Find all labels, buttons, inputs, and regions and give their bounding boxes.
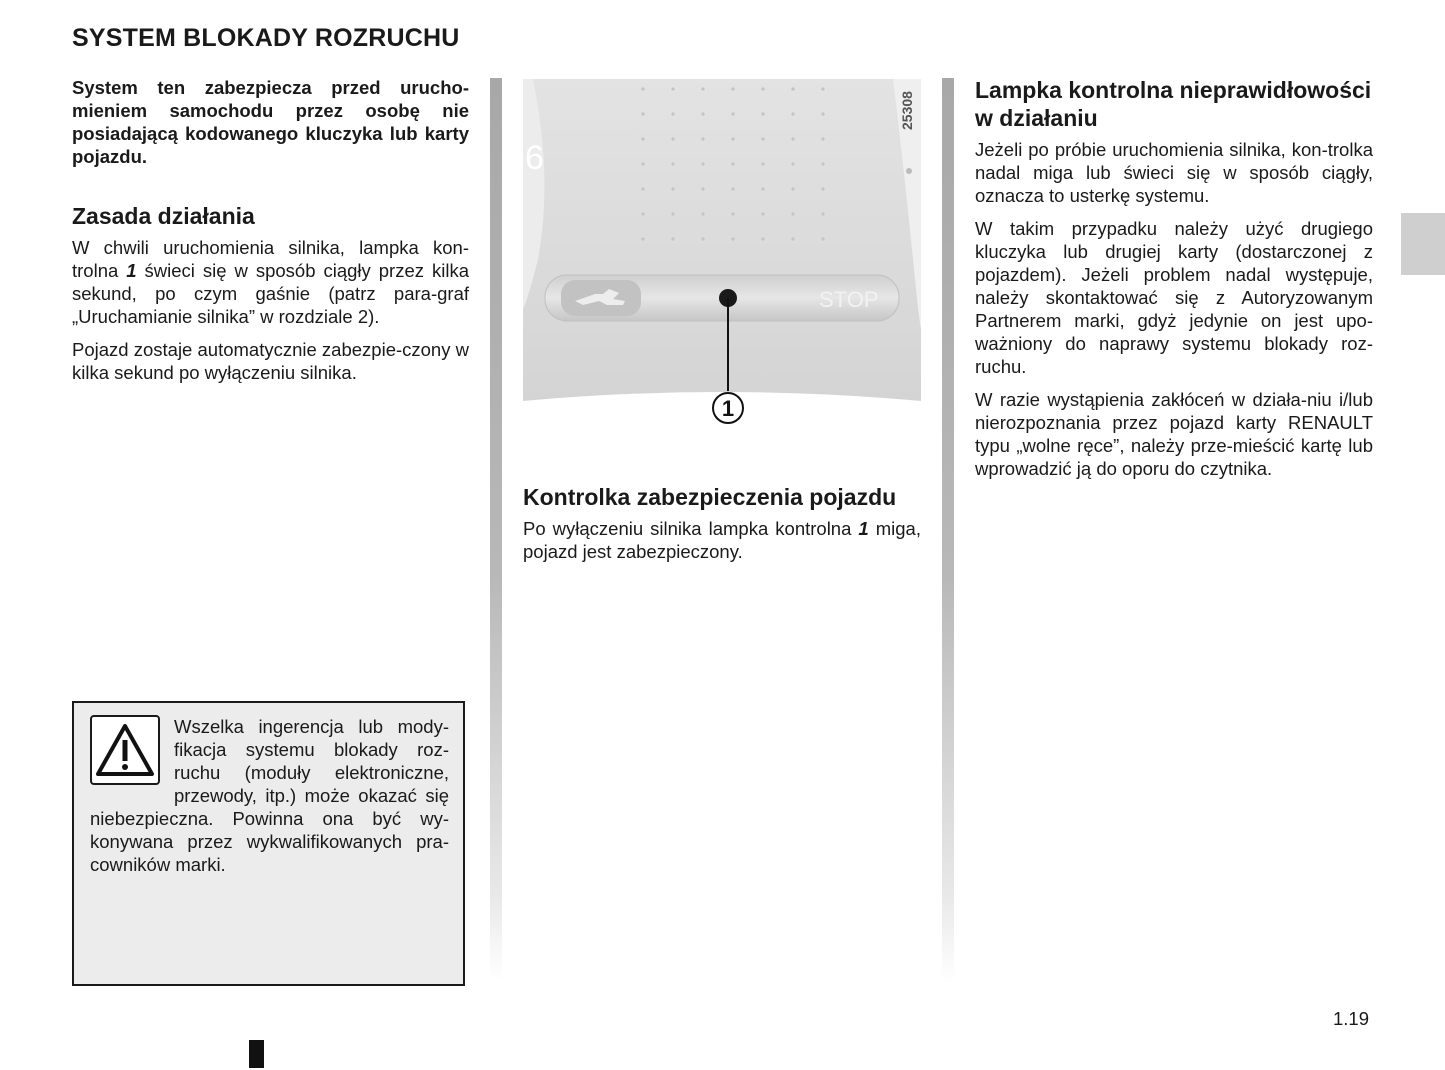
page-title: SYSTEM BLOKADY ROZRUCHU [72,24,460,52]
page-number: 1.19 [1333,1008,1370,1029]
principle-paragraph-1: W chwili uruchomienia silnika, lampka kon-trolna 1 świeci się w sposób ciągły przez kilka sekund, po czym gaśnie (patrz para-graf „Uruchamianie silnika” w rozdziale 2). [72,237,469,327]
vehicle-protection-paragraph: Po wyłączeniu silnika lampka kontrolna 1 miga, pojazd jest zabezpieczony. [523,518,921,562]
section-heading-malfunction: Lampka kontrolna nieprawidłowości w działaniu [975,77,1372,131]
warning-text: Wszelka ingerencja lub mody-fikacja systemu blokady roz-ruchu (moduły elektroniczne, przewody, itp.) może okazać się niebezpieczna. Powinna ona być wy-konywana przez wykwalifikowanych pra-cowników marki. [90,716,449,875]
left-column [72,76,469,394]
column-divider [490,78,502,983]
instrument-panel-illustration [523,79,921,424]
callout-number: 1 [721,396,735,421]
warning-box [72,701,465,986]
malfunction-paragraph-2: W takim przypadku należy użyć drugiego kluczyka lub drugiej karty (dostarczonej z pojazdem). Jeżeli problem nadal występuje, należy skontaktować się z Autoryzowanym Partnerem marki, gdyż jedynie on jest upo-ważniony do naprawy systemu blokady roz-ruchu. [975,218,1373,377]
dial-digit: 6 [525,139,544,177]
middle-column [523,483,921,573]
chapter-tab [1401,213,1445,275]
reference-number: 1 [126,260,137,281]
right-column [975,76,1373,490]
warning-triangle-icon [90,715,160,785]
page-marker [249,1040,264,1068]
principle-paragraph-2: Pojazd zostaje automatycznie zabezpie-czony w kilka sekund po wyłączeniu silnika. [72,339,469,383]
figure-code: 25308 [899,91,915,131]
intro-text: System ten zabezpiecza przed urucho-mieniem samochodu przez osobę nie posiadającą kodowanego kluczyka lub karty pojazdu. [72,77,469,167]
malfunction-paragraph-1: Jeżeli po próbie uruchomienia silnika, kon-trolka nadal miga lub świeci się w sposób ciągły, oznacza to usterkę systemu. [975,139,1373,206]
stop-label: STOP [819,287,879,312]
section-heading-principle: Zasada działania [72,203,255,229]
reference-number: 1 [858,518,869,539]
column-divider [942,78,954,983]
malfunction-paragraph-3: W razie wystąpienia zakłóceń w działa-niu i/lub nierozpoznania przez pojazd karty RENAULT typu „wolne ręce”, należy prze-mieścić kartę lub wprowadzić ją do oporu do czytnika. [975,389,1373,479]
section-heading-vehicle-protection: Kontrolka zabezpieczenia pojazdu [523,484,897,510]
